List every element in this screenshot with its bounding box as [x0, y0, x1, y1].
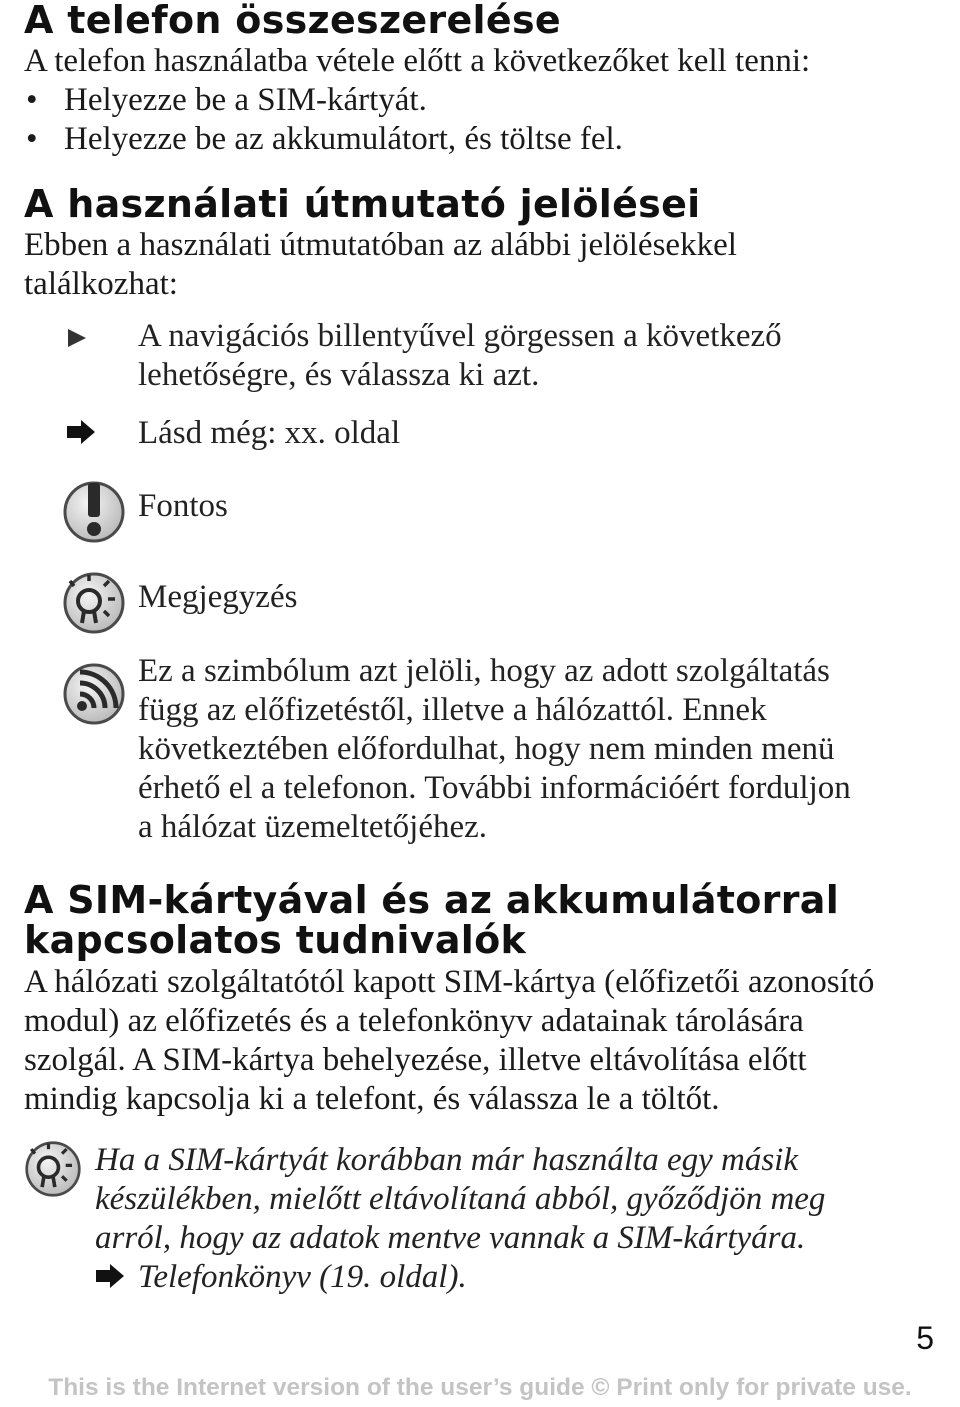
convention-important: Fontos: [138, 488, 228, 524]
convention-operator-line-3: következtében előfordulhat, hogy nem minden menü: [138, 731, 835, 767]
see-also-arrow-icon: [95, 1263, 125, 1294]
list-item: • Helyezze be a SIM-kártyát.: [26, 82, 427, 118]
conventions-intro-line-1: Ebben a használati útmutatóban az alábbi jelölésekkel: [24, 227, 737, 263]
sim-note-line-3: arról, hogy az adatok mentve vannak a SIM-kártyára.: [95, 1220, 806, 1256]
bullet-icon: •: [26, 82, 38, 118]
convention-operator-line-4: érhető el a telefonon. További információért forduljon: [138, 770, 851, 806]
convention-operator-line-2: függ az előfizetéstől, illetve a hálózattól. Ennek: [138, 692, 767, 728]
page-number: 5: [916, 1320, 934, 1356]
section-title-sim-battery-line-1: A SIM-kártyával és az akkumulátorral: [24, 878, 840, 922]
sim-note-line-1: Ha a SIM-kártyát korábban már használta egy másik: [95, 1142, 798, 1178]
section-title-sim-battery-line-2: kapcsolatos tudnivalók: [24, 918, 527, 962]
note-lightbulb-icon: [62, 571, 126, 640]
conventions-intro-line-2: találkozhat:: [24, 266, 178, 302]
convention-operator-line-1: Ez a szimbólum azt jelöli, hogy az adott szolgáltatás: [138, 653, 830, 689]
important-exclamation-icon: [62, 480, 126, 549]
section-title-conventions: A használati útmutató jelölései: [24, 182, 701, 226]
assembly-intro: A telefon használatba vétele előtt a következőket kell tenni:: [24, 43, 811, 79]
sim-note-reference: Telefonkönyv (19. oldal).: [138, 1259, 467, 1295]
convention-operator-line-5: a hálózat üzemeltetőjéhez.: [138, 809, 488, 845]
list-item: • Helyezze be az akkumulátort, és töltse fel.: [26, 120, 623, 157]
sim-note-line-2: készülékben, mielőtt eltávolítaná abból, győződjön meg: [95, 1181, 826, 1217]
sim-body-line-2: modul) az előfizetés és a telefonkönyv adatainak tárolására: [24, 1003, 804, 1039]
sim-body-line-4: mindig kapcsolja ki a telefont, és válassza le a töltőt.: [24, 1081, 720, 1117]
section-title-assembly: A telefon összeszerelése: [24, 0, 561, 42]
convention-scroll-line-2: lehetőségre, és válassza ki azt.: [138, 357, 540, 393]
sim-body-line-3: szolgál. A SIM-kártya behelyezése, illetve eltávolítása előtt: [24, 1042, 807, 1078]
arrow-right-triangle-icon: [66, 327, 88, 354]
convention-scroll-line-1: A navigációs billentyűvel görgessen a következő: [138, 318, 782, 354]
operator-service-icon: [62, 662, 126, 731]
note-lightbulb-icon: [24, 1140, 82, 1203]
sim-body-line-1: A hálózati szolgáltatótól kapott SIM-kártya (előfizetői azonosító: [24, 964, 875, 1000]
assembly-steps-list: [24, 81, 623, 158]
see-also-arrow-icon: [66, 419, 96, 450]
footer-disclaimer: This is the Internet version of the user’s guide © Print only for private use.: [48, 1374, 912, 1401]
convention-see-also: Lásd még: xx. oldal: [138, 415, 401, 451]
convention-note: Megjegyzés: [138, 579, 298, 615]
bullet-icon: •: [26, 120, 38, 157]
